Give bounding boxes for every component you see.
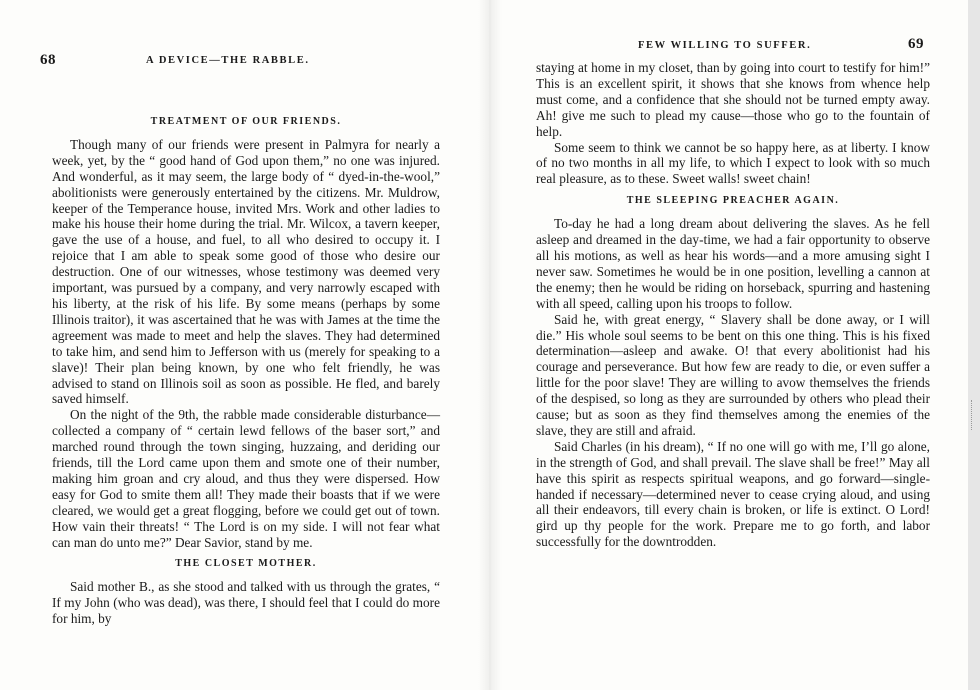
right-page xyxy=(490,0,980,690)
paragraph: To-day he had a long dream about delivering the slaves. As he fell asleep and dreamed in the day-time, we had a fair opportunity to observe all his motions, as well as hear his words—and a more amusing sight I never saw. Sometimes he would be in one position, levelling a cannon at the enemy; then he would be riding on horseback, spurring and hastening with all speed, calling upon his troops to follow. xyxy=(536,216,930,311)
section-heading: THE CLOSET MOTHER. xyxy=(175,558,317,570)
paragraph: Said he, with great energy, “ Slavery shall be done away, or I will die.” His whole soul seems to be bent on this one thing. This is his fixed determination—asleep and awake. O! that every abolitionist had his courage and perseverance. But how few are ready to die, or even suffer a little for the poor slave! They are willing to avow themselves the friends of the despised, so long as they are surrounded by others who plead their cause; but as soon as they find themselves among the enemies of the slave, they are still and afraid. xyxy=(536,311,930,438)
section-heading: THE SLEEPING PREACHER AGAIN. xyxy=(626,195,840,207)
paragraph: Some seem to think we cannot be so happy here, as at liberty. I know of no two months in all my life, to which I expect to look with so much real pleasure, as to these. Sweet walls! sweet chain! xyxy=(536,139,930,187)
paragraph: Said Charles (in his dream), “ If no one will go with me, I’ll go alone, in the strength of God, and shall prevail. The slave shall be free!” May all have this spirit as respects spiritual weapons, and go forward—single-handed if necessary—determined never to cease crying aloud, and using all their endeavors, till every chain is broken, or life is extinct. O Lord! gird up thy people for the work. Prepare me to go forth, and labor successfully for the downtrodden. xyxy=(536,438,930,550)
left-text-column xyxy=(52,108,440,627)
page-edge xyxy=(968,0,980,690)
paragraph: Said mother B., as she stood and talked with us through the grates, “ If my John (who was dead), was there, I should feel that I could do more for him, by xyxy=(52,579,440,627)
paragraph: Though many of our friends were present in Palmyra for nearly a week, yet, by the “ good hand of God upon them,” no one was injured. And wonderful, as it may seem, the large body of “ dyed-in-the-wool,” abolitionists were generously entertained by the citizens. Mr. Muldrow, keeper of the Temperance house, invited Mrs. Work and other ladies to make his house their home during the trial. Mr. Wilcox, a tavern keeper, gave the use of a house, and fuel, to all who desired to occupy it. I rejoice that I am able to speak some good of those who desire our destruction. One of our witnesses, whose testimony was deemed very important, was pursued by a company, and very narrowly escaped with his liberty, at the risk of his life. By some means (perhaps by some Illinois traitor), it was ascertained that he was with James at the time the agreement was made to meet and help the slaves. They had determined to take him, and send him to Jefferson with us (merely for speaking to a slave)! Their plan being known, by one who felt friendly, he was advised to stand on Illinois soil as soon as possible. He fled, and barely saved himself. xyxy=(52,136,440,407)
page-number: 68 xyxy=(40,52,56,68)
right-text-column xyxy=(536,60,930,550)
running-head: A DEVICE—THE RABBLE. xyxy=(146,55,310,66)
paragraph: On the night of the 9th, the rabble made considerable disturbance—collected a company of “ certain lewd fellows of the baser sort,” and marched round through the town singing, huzzaing, and deriding our friends, till the Lord came upon them and smote one of their number, making him groan and cry aloud, and thus they were dispersed. How easy for God to smite them all! They made their boasts that if we were cleared, we would get a great flogging, before we could get out of town. How vain their threats! “ The Lord is on my side. I will not fear what can man do unto me?” Dear Savior, stand by me. xyxy=(52,407,440,550)
paragraph: staying at home in my closet, than by going into court to testify for him!” This is an excellent spirit, it shows that she knows from whence help must come, and a confidence that she should not be turned empty away. Ah! give me such to plead my cause—those who go to the fountain of help. xyxy=(536,60,930,139)
running-head: FEW WILLING TO SUFFER. xyxy=(638,40,812,51)
section-heading: TREATMENT OF OUR FRIENDS. xyxy=(150,116,342,127)
page-number: 69 xyxy=(908,36,924,52)
